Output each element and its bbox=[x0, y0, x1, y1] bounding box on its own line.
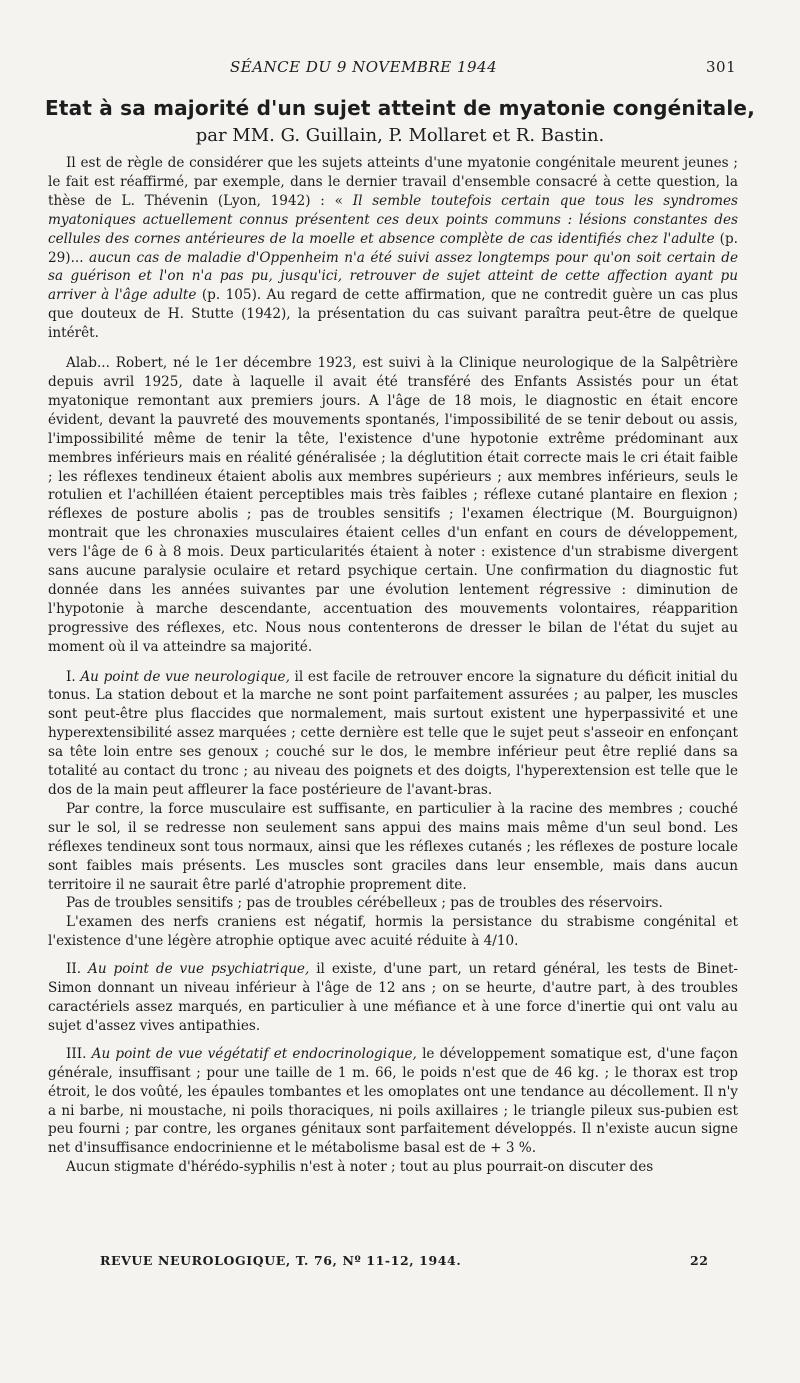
neurological-text: il est facile de retrouver encore la signature du déficit initial du tonus. La station debout et la marche ne sont point parfaitement assurées ; au palper, les muscles sont peut-être plus flaccides que normalement, mais surtout existent une hyperpassivité et une hyperextensibilité assez marquées ; cette dernière est telle que le sujet peut s'asseoir en enfonçant sa tête loin entre ses genoux ; couché sur le dos, le membre inférieur peut être replié dans sa totalité au contact du tronc ; au niveau des poignets et des doigts, l'hyperextension est telle que le dos de la main peut affleurer la face postérieure de l'avant-bras. bbox=[48, 668, 738, 798]
intro-quote-2: aucun cas de maladie d'Oppenheim n'a été suivi assez longtemps pour qu'on soit certain de sa guérison et l'on n'a pas pu, jusqu'ici, retrouver de sujet atteint de cette affection ayant pu arriver à l'âge adulte bbox=[48, 249, 738, 304]
section-heading-neurological: Au point de vue neurologique, bbox=[80, 668, 290, 685]
signature-number: 22 bbox=[690, 1253, 709, 1268]
endocrine-text: le développement somatique est, d'une façon générale, insuffisant ; pour une taille de 1 m. 66, le poids n'est que de 46 kg. ; le thorax est trop étroit, le dos voûté, les épaules tombantes et les omoplates ont une tendance au décollement. Il n'y a ni barbe, ni moustache, ni poils thoraciques, ni poils axillaires ; le triangle pileux sus-pubien est peu fourni ; par contre, les organes génitaux sont parfaitement développés. Il n'existe aucun signe net d'insuffisance endocrinienne et le métabolisme basal est de + 3 %. bbox=[48, 1045, 738, 1157]
running-title: SÉANCE DU 9 NOVEMBRE 1944 bbox=[230, 58, 498, 76]
section-numeral-3: III. bbox=[66, 1045, 92, 1062]
intro-text-a: Il est de règle de considérer que les sujets atteints d'une myatonie congénitale meurent jeunes ; le fait est réaffirmé, par exemple, dans le dernier travail d'ensemble consacré à cette question, la thèse de L. Thévenin (Lyon, 1942) : « bbox=[48, 155, 738, 209]
paragraph-psychiatric bbox=[48, 960, 738, 1036]
page-number: 301 bbox=[706, 58, 737, 76]
article-body bbox=[48, 154, 738, 1177]
intro-text-b: (p. 29)... bbox=[48, 230, 739, 266]
section-heading-endocrine: Au point de vue végétatif et endocrinologique, bbox=[91, 1045, 417, 1062]
paragraph-cranial-nerves: L'examen des nerfs craniens est négatif, hormis la persistance du strabisme congénital et l'existence d'une légère atrophie optique avec acuité réduite à 4/10. bbox=[48, 914, 738, 950]
journal-citation: REVUE NEUROLOGIQUE, T. 76, Nº 11-12, 1944. bbox=[100, 1253, 462, 1268]
section-numeral-1: I. bbox=[66, 668, 81, 685]
intro-quote-1: Il semble toutefois certain que tous les syndromes myatoniques actuellement connus présentent ces deux points communs : lésions constantes des cellules des cornes antérieures de la moelle et absence complète de cas identifiés chez l'adulte bbox=[48, 192, 738, 247]
article-title: Etat à sa majorité d'un sujet atteint de myatonie congénitale, bbox=[45, 96, 755, 120]
article-byline: par MM. G. Guillain, P. Mollaret et R. Bastin. bbox=[195, 125, 605, 146]
paragraph-endocrine bbox=[48, 1045, 738, 1158]
paragraph-heredo-syphilis: Aucun stigmate d'hérédo-syphilis n'est à noter ; tout au plus pourrait-on discuter des bbox=[66, 1159, 654, 1176]
paragraph-muscle-force: Par contre, la force musculaire est suffisante, en particulier à la racine des membres ; couché sur le sol, il se redresse non seulement sans appui des mains mais même d'un seul bond. Les réflexes tendineux sont tous normaux, ainsi que les réflexes cutanés ; les réflexes de posture locale sont faibles mais présents. Les muscles sont graciles dans leur ensemble, mais dans aucun territoire il ne saurait être parlé d'atrophie proprement dite. bbox=[48, 800, 738, 893]
paragraph-introduction bbox=[48, 154, 738, 343]
intro-text-c: (p. 105). Au regard de cette affirmation, que ne contredit guère un cas plus que douteux de H. Stutte (1942), la présentation du cas suivant paraîtra peut-être de quelque intérêt. bbox=[48, 287, 738, 342]
section-numeral-2: II. bbox=[66, 961, 88, 978]
psychiatric-text: il existe, d'une part, un retard général, les tests de Binet-Simon donnant un niveau inférieur à l'âge de 12 ans ; on se heurte, d'autre part, à des troubles caractériels assez marqués, en particulier à une méfiance et à une force d'inertie qui ont valu au sujet d'assez vives antipathies. bbox=[48, 961, 739, 1034]
paragraph-case-history: Alab... Robert, né le 1er décembre 1923, est suivi à la Clinique neurologique de la Salpêtrière depuis avril 1925, date à laquelle il avait été transféré des Enfants Assistés pour un état myatonique remontant aux premiers jours. A l'âge de 18 mois, le diagnostic en était encore évident, devant la pauvreté des mouvements spontanés, l'impossibilité de se tenir debout ou assis, l'impossibilité même de tenir la tête, l'existence d'une hypotonie extrême prédominant aux membres inférieurs mais en réalité généralisée ; la déglutition était correcte mais le cri était faible ; les réflexes tendineux étaient abolis aux membres supérieurs ; aux membres inférieurs, seuls le rotulien et l'achilléen étaient perceptibles mais très faibles ; réflexe cutané plantaire en flexion ; réflexes de posture abolis ; pas de troubles sensitifs ; l'examen électrique (M. Bourguignon) montrait que les chronaxies musculaires étaient celles d'un enfant en cours de développement, vers l'âge de 6 à 8 mois. Deux particularités étaient à noter : existence d'un strabisme divergent sans aucune paralysie oculaire et retard psychique certain. Une confirmation du diagnostic fut donnée dans les années suivantes par une évolution lentement régressive : diminution de l'hypotonie à marche descendante, accentuation des mouvements volontaires, réapparition progressive des réflexes, etc. Nous nous contenterons de dresser le bilan de l'état du sujet au moment où il va atteindre sa majorité. bbox=[48, 355, 738, 655]
paragraph-neurological bbox=[48, 668, 738, 800]
paragraph-sensory: Pas de troubles sensitifs ; pas de troubles cérébelleux ; pas de troubles des réservoirs. bbox=[66, 895, 663, 912]
section-heading-psychiatric: Au point de vue psychiatrique, bbox=[88, 961, 310, 978]
